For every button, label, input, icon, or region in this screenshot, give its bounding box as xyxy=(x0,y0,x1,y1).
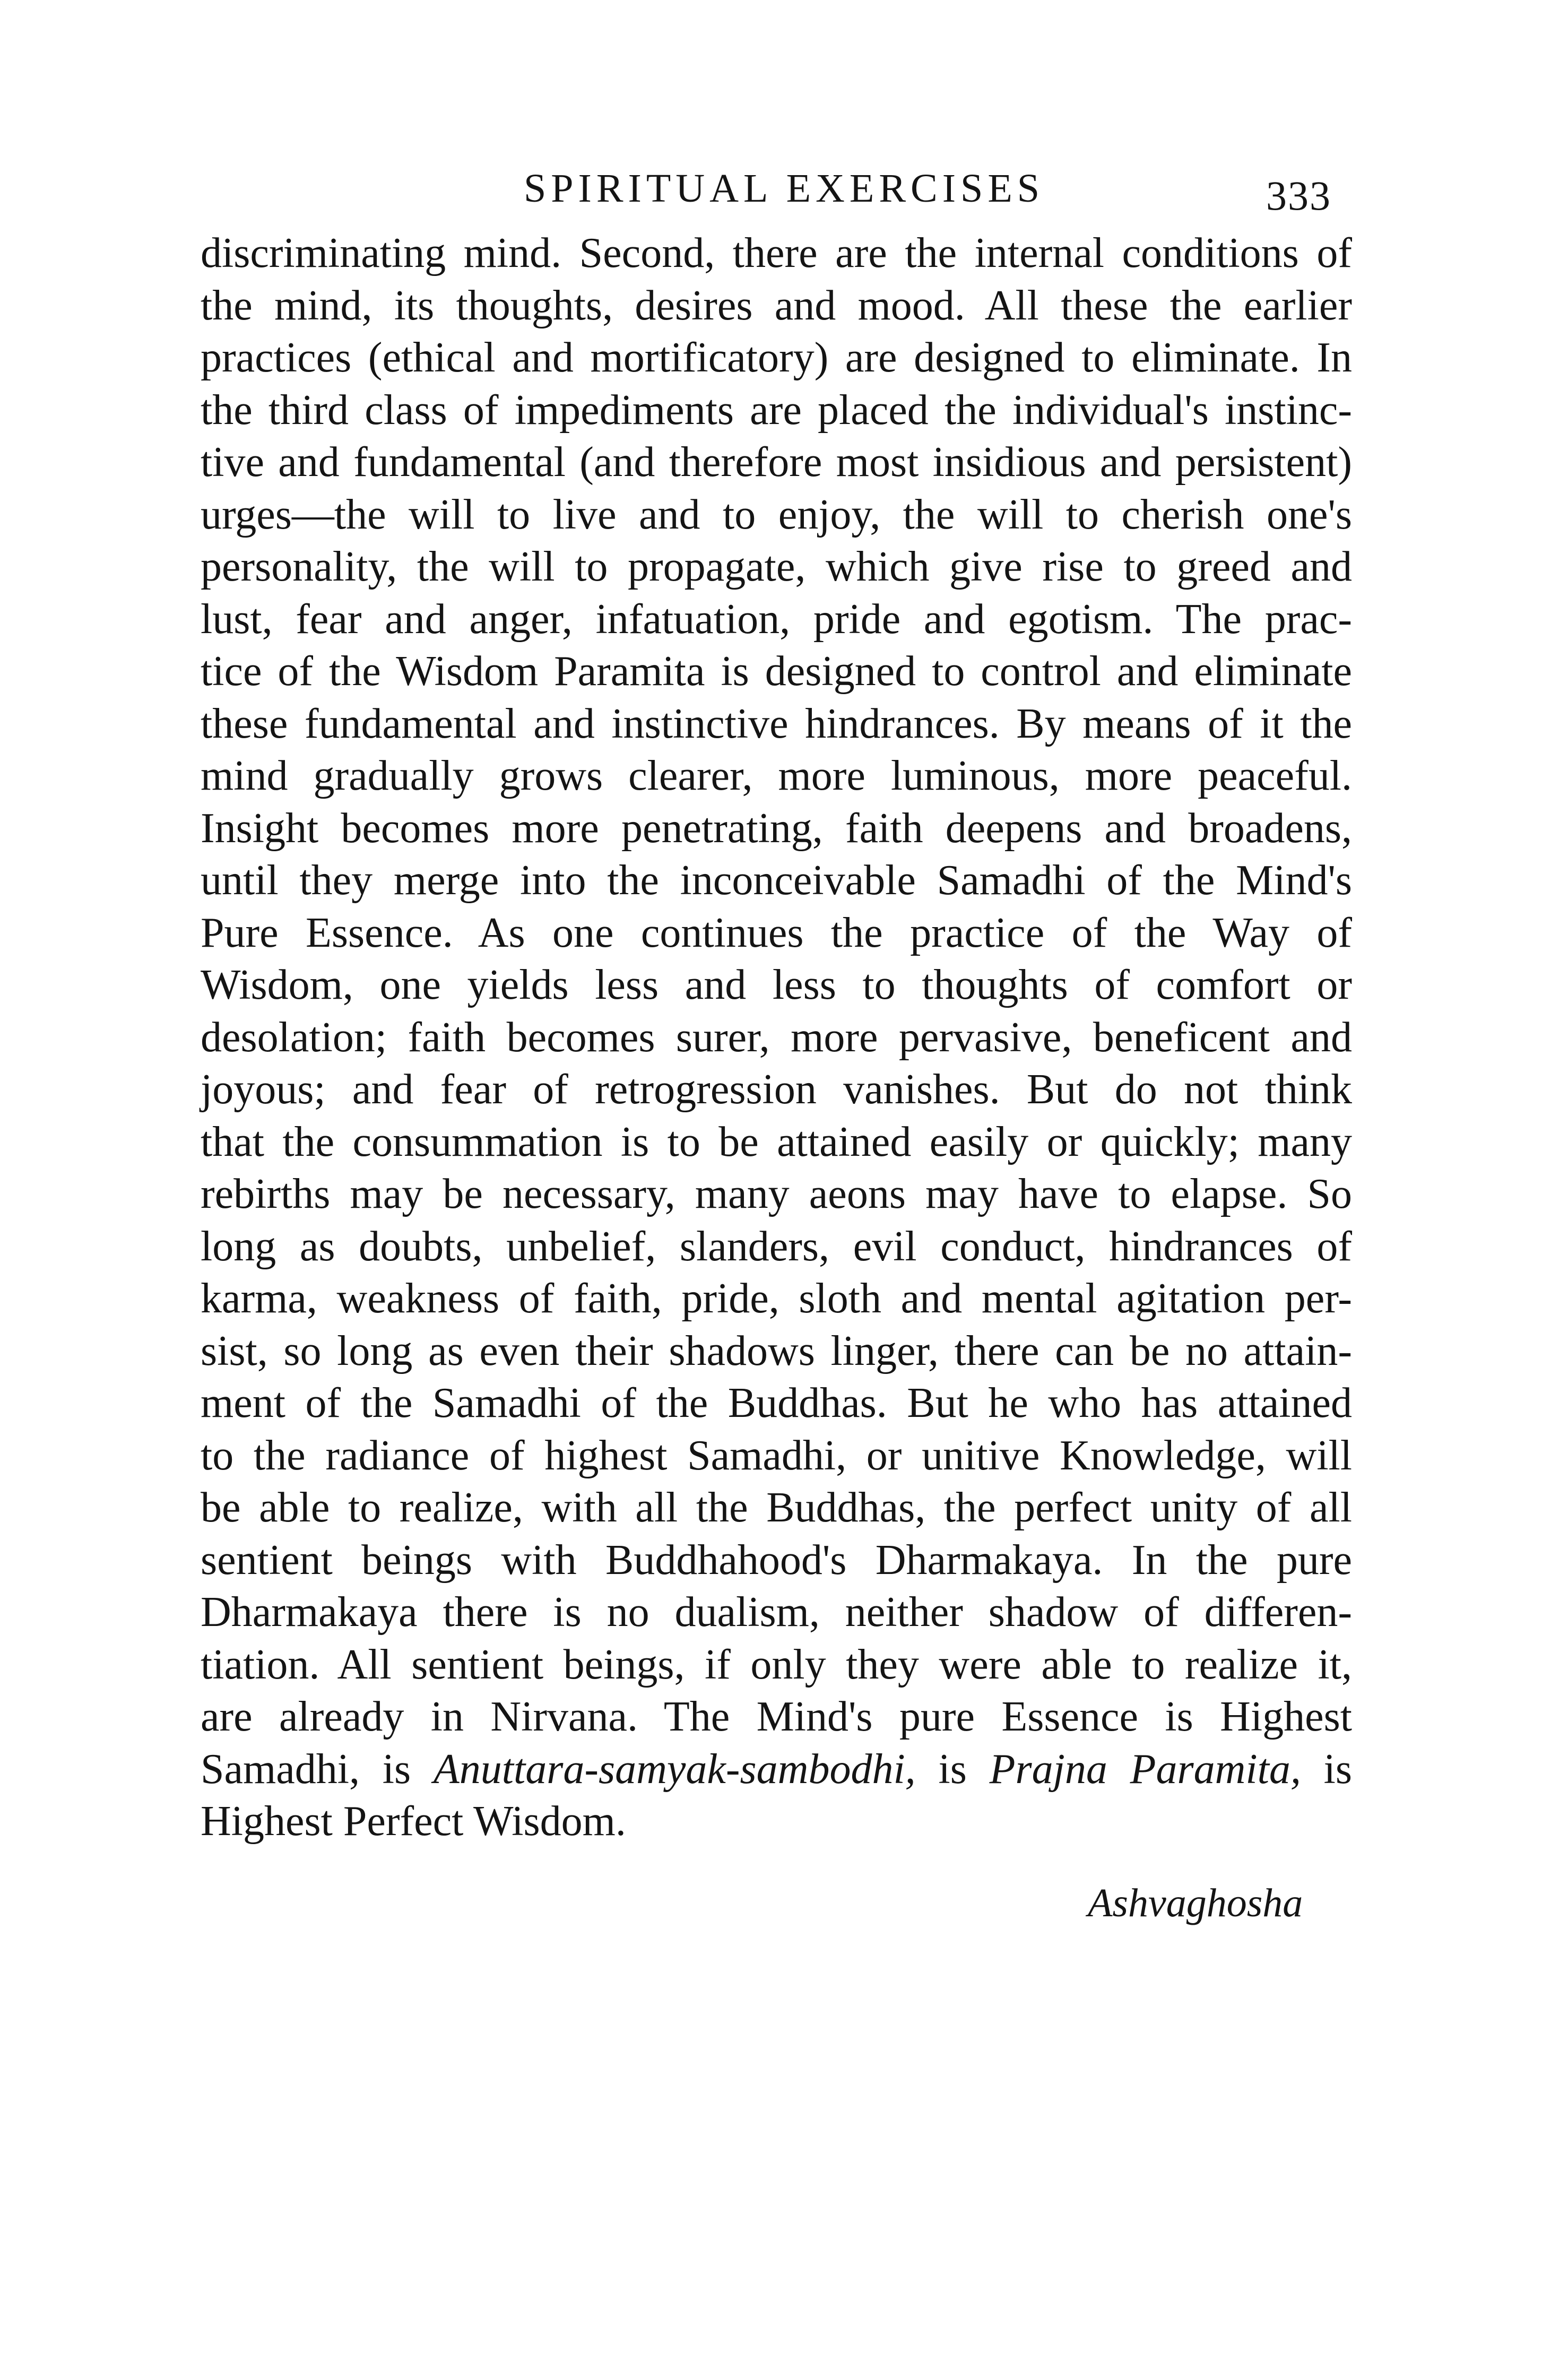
text-line: until they merge into the inconceivable Samadhi of the Mind's xyxy=(201,857,1352,904)
italic-term-anuttara: Anuttara-samyak-sambodhi, xyxy=(433,1745,916,1793)
text-line: long as doubts, unbelief, slanders, evil conduct, hindrances of xyxy=(201,1223,1352,1270)
text-line: karma, weakness of faith, pride, sloth and mental agitation per- xyxy=(201,1275,1352,1322)
text-line: discriminating mind. Second, there are the internal conditions of xyxy=(201,230,1352,276)
text-line: personality, the will to propagate, which give rise to greed and xyxy=(201,543,1352,590)
text-run: is xyxy=(1301,1745,1353,1793)
text-line: urges—the will to live and to enjoy, the will to cherish one's xyxy=(201,491,1352,538)
text-line: desolation; faith becomes surer, more pervasive, beneficent and xyxy=(201,1014,1352,1061)
text-run: is xyxy=(915,1745,990,1793)
text-line: to the radiance of highest Samadhi, or unitive Knowledge, will xyxy=(201,1432,1352,1479)
text-line: ment of the Samadhi of the Buddhas. But he who has attained xyxy=(201,1380,1352,1426)
text-line: that the consummation is to be attained easily or quickly; many xyxy=(201,1118,1352,1165)
text-line: Dharmakaya there is no dualism, neither shadow of differen- xyxy=(201,1589,1352,1636)
text-line: mind gradually grows clearer, more luminous, more peaceful. xyxy=(201,752,1352,799)
text-line: are already in Nirvana. The Mind's pure Essence is Highest xyxy=(201,1693,1352,1740)
text-line: lust, fear and anger, infatuation, pride and egotism. The prac- xyxy=(201,595,1352,643)
running-head xyxy=(0,159,1568,218)
text-line: tiation. All sentient beings, if only they were able to realize it, xyxy=(201,1641,1352,1688)
italic-term-prajna: Prajna Paramita, xyxy=(989,1745,1301,1793)
text-line: Pure Essence. As one continues the practice of the Way of xyxy=(201,909,1352,956)
text-line: joyous; and fear of retrogression vanishes. But do not think xyxy=(201,1066,1352,1113)
text-line: sentient beings with Buddhahood's Dharmakaya. In the pure xyxy=(201,1536,1352,1584)
text-line-final: Highest Perfect Wisdom. xyxy=(201,1798,626,1845)
running-title: SPIRITUAL EXERCISES xyxy=(523,166,1045,211)
text-line-with-italics xyxy=(201,1743,1352,1796)
text-line: be able to realize, with all the Buddhas, the perfect unity of all xyxy=(201,1484,1352,1531)
text-line: sist, so long as even their shadows linger, there can be no attain- xyxy=(201,1327,1352,1374)
text-line: the mind, its thoughts, desires and mood. All these the earlier xyxy=(201,282,1352,329)
text-line: tice of the Wisdom Paramita is designed to control and eliminate xyxy=(201,648,1352,695)
text-line: Insight becomes more penetrating, faith deepens and broadens, xyxy=(201,805,1352,852)
text-line: practices (ethical and mortificatory) are designed to eliminate. In xyxy=(201,334,1352,381)
text-line: the third class of impediments are placed the individual's instinc- xyxy=(201,386,1352,434)
page-number: 333 xyxy=(1266,172,1331,219)
text-line: these fundamental and instinctive hindrances. By means of it the xyxy=(201,700,1352,747)
text-line: Wisdom, one yields less and less to thoughts of comfort or xyxy=(201,962,1352,1008)
text-line: rebirths may be necessary, many aeons may have to elapse. So xyxy=(201,1171,1352,1217)
body-text xyxy=(201,227,1352,1848)
text-run: Samadhi, is xyxy=(201,1745,434,1793)
attribution-author: Ashvaghosha xyxy=(1088,1881,1303,1925)
text-line: tive and fundamental (and therefore most insidious and persistent) xyxy=(201,439,1352,486)
